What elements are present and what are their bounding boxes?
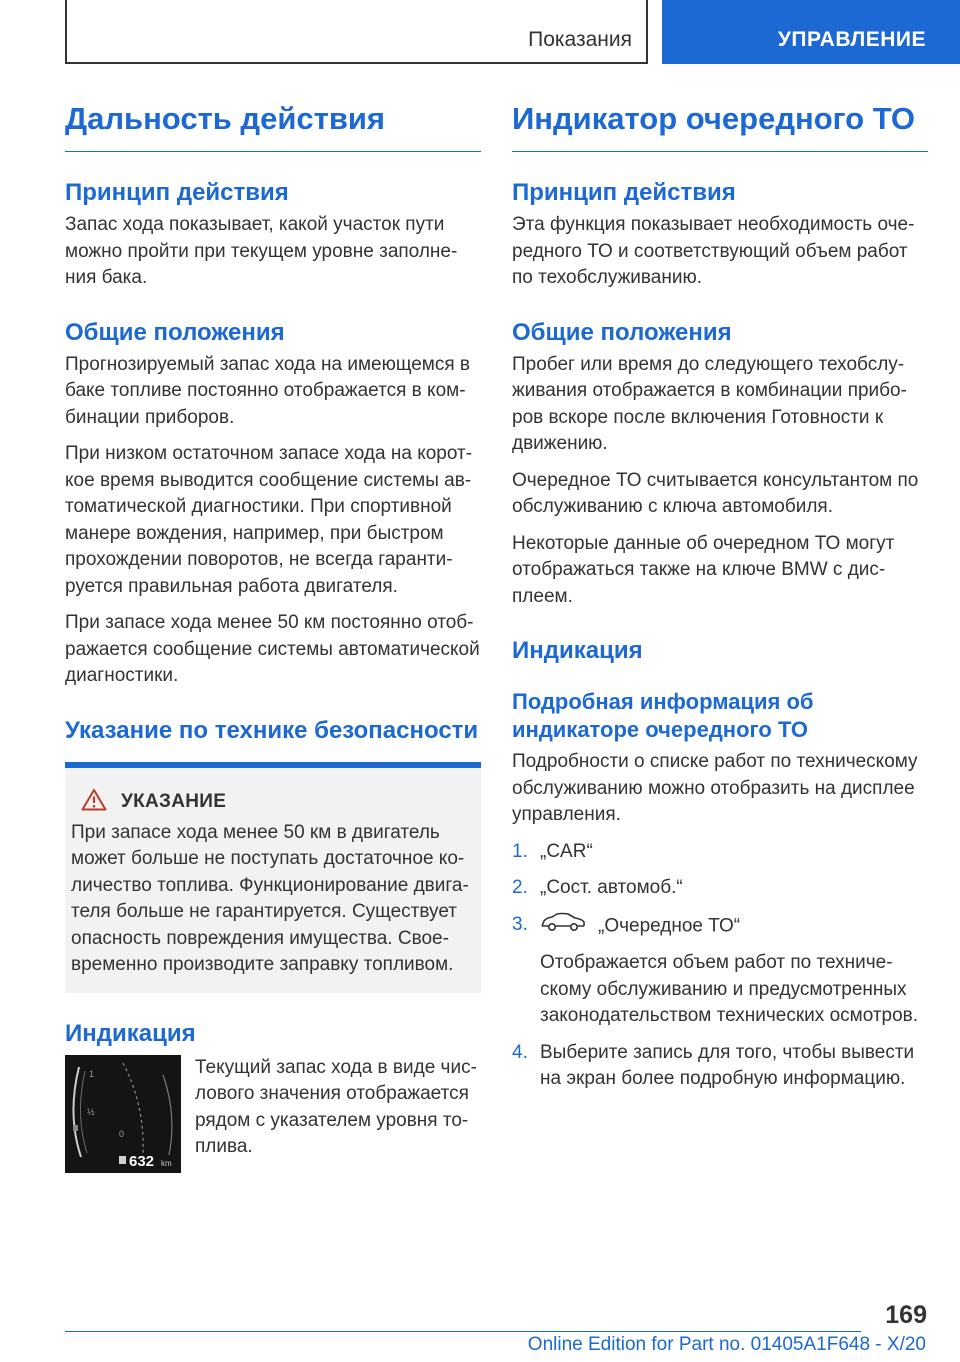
- header-section-box: [65, 0, 648, 64]
- fuel-tick-0: 0: [119, 1128, 125, 1139]
- range-principle-heading: Принцип действия: [65, 179, 289, 207]
- warning-header: [81, 788, 471, 816]
- range-display-row: [65, 1055, 481, 1173]
- header-chapter-box: [662, 0, 960, 64]
- list-item: [512, 912, 928, 1030]
- service-general-heading: Общие положения: [512, 318, 732, 346]
- left-column: [65, 100, 481, 1173]
- list-item: [512, 875, 928, 902]
- header-section-title: Показания: [528, 28, 632, 51]
- footer-edition: Online Edition for Part no. 01405A1F648 - X/20: [527, 1334, 926, 1355]
- service-general-p2: Очередное ТО считывается консультантом по обслуживанию с ключа автомобиля.: [512, 469, 919, 518]
- page-number: 169: [885, 1301, 927, 1329]
- footer-divider: [65, 1331, 861, 1332]
- step-text: Выберите запись для того, чтобы вывести на экран более подробную информацию.: [540, 1041, 915, 1090]
- step-number: 3.: [512, 913, 528, 935]
- range-general-p1: Прогнозируемый запас хода на имеющемся в баке топливе постоянно отображается в ком-бинации приборов.: [65, 353, 471, 428]
- car-icon: [540, 912, 586, 941]
- safety-heading: Указание по технике безопасности: [65, 716, 479, 744]
- steps-list: [512, 839, 928, 1093]
- list-item: [512, 1040, 928, 1093]
- step-subtext: Отображается объем работ по техниче-скому обслуживанию и предусмотренных законодательством технических осмотров.: [540, 952, 919, 1027]
- step-number: 2.: [512, 877, 528, 899]
- step-text: „Сост. автомоб.“: [540, 877, 683, 899]
- header-chapter-title: УПРАВЛЕНИЕ: [777, 28, 926, 51]
- range-title: Дальность действия: [65, 100, 481, 152]
- service-general-p1: Пробег или время до следующего техобслу-живания отображается в комбинации прибо-ров вскоре после включения Готовности к движению.: [512, 353, 907, 455]
- range-display-heading: Индикация: [65, 1019, 196, 1047]
- fuel-pump-icon: [119, 1156, 126, 1164]
- range-general-p2: При низком остаточном запасе хода на корот-кое время выводится сообщение системы ав-томатической диагностики. При спортивной манере вождения, например, при быстром прохождении поворотов, не всегда гаранти-руется правильная работа двигателя.: [65, 443, 473, 597]
- service-title: Индикатор очередного ТО: [512, 100, 928, 152]
- fuel-tick-1: 1: [89, 1068, 95, 1079]
- service-detail-subheading: Подробная информация об индикаторе очередного ТО: [512, 689, 814, 742]
- service-detail-text: Подробности о списке работ по техническому обслуживанию можно отобразить на дисплее управления.: [512, 751, 918, 826]
- cluster-background: [65, 1055, 181, 1173]
- step-text: „CAR“: [540, 840, 593, 862]
- fuel-tick-half: ½: [87, 1106, 95, 1117]
- right-column: [512, 100, 928, 1103]
- list-item: [512, 839, 928, 866]
- service-principle-text: Эта функция показывает необходимость оче-редного ТО и соответствующий объем работ по техобслуживанию.: [512, 214, 915, 289]
- range-principle-text: Запас хода показывает, какой участок пути можно пройти при текущем уровне заполне-ния бака.: [65, 214, 458, 289]
- service-display-heading: Индикация: [512, 637, 643, 665]
- warning-triangle-icon: [81, 788, 107, 816]
- range-unit: km: [161, 1158, 172, 1168]
- step-number: 4.: [512, 1041, 528, 1063]
- service-principle-heading: Принцип действия: [512, 179, 736, 207]
- service-general-p3: Некоторые данные об очередном ТО могут отображаться также на ключе BMW с дис-плеем.: [512, 532, 895, 607]
- warning-title: УКАЗАНИЕ: [121, 790, 227, 812]
- step-text: „Очередное ТО“: [598, 914, 741, 936]
- warning-box: [65, 762, 481, 993]
- range-general-heading: Общие положения: [65, 318, 285, 346]
- step-number: 1.: [512, 840, 528, 862]
- warning-text: При запасе хода менее 50 км в двигатель может больше не поступать достаточное ко-личество топлива. Функционирование двига-теля больше не гарантируется. Существует опасность повреждения имущества. Свое-временно производите заправку топливом.: [71, 821, 469, 976]
- range-general-p3: При запасе хода менее 50 км постоянно отоб-ражается сообщение системы автоматической диагностики.: [65, 612, 480, 687]
- range-value: 632: [129, 1152, 155, 1170]
- fuel-pump-icon-small: [73, 1125, 78, 1131]
- instrument-cluster-image: [65, 1055, 181, 1173]
- range-display-text: Текущий запас хода в виде чис-лового значения отображается рядом с указателем уровня то-плива.: [195, 1056, 477, 1158]
